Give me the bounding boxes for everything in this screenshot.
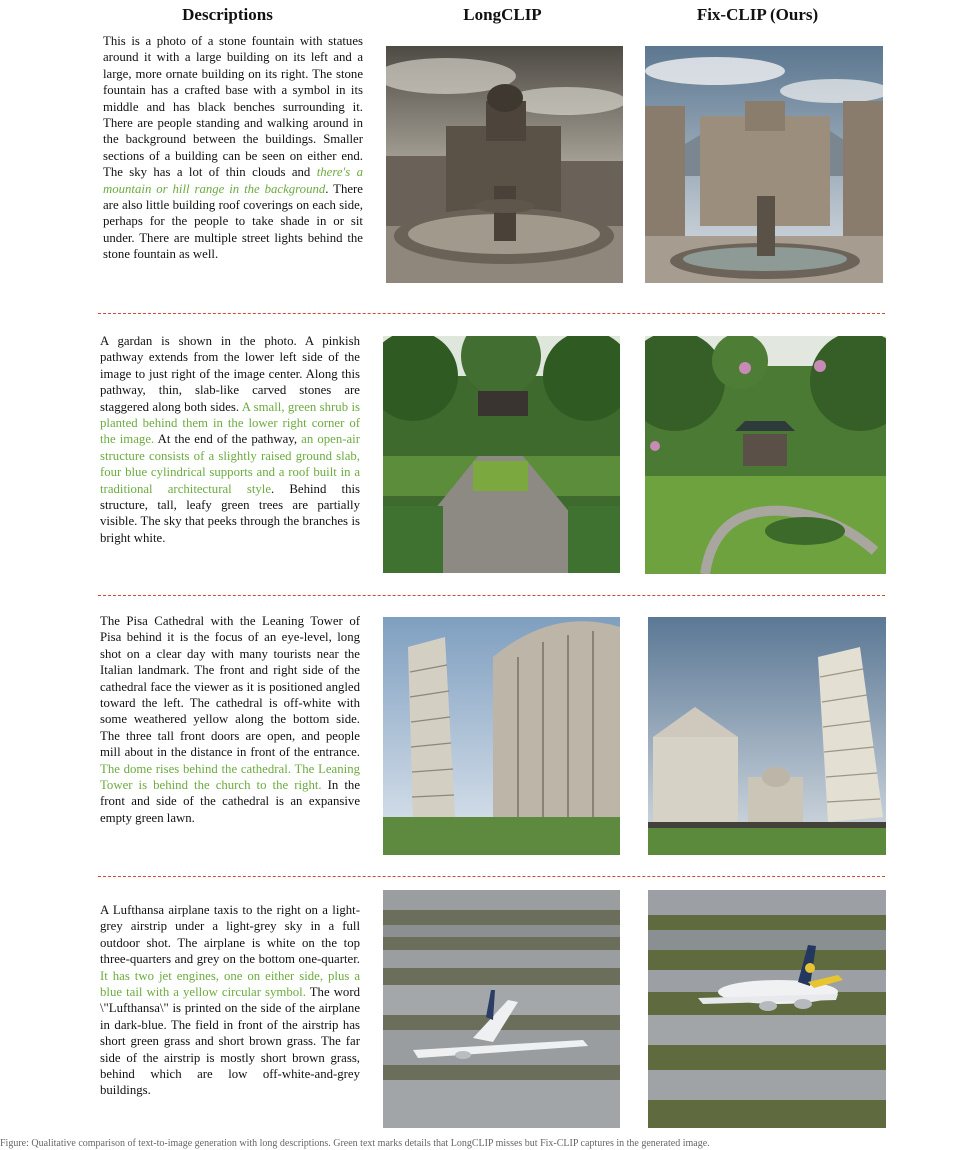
description-text: . There are also little building roof coverings on each side, perhaps for the people to take shade in or sit under. There are multiple street lights behind the stone fountain as well. bbox=[103, 181, 363, 262]
fixclip-header: Fix-CLIP (Ours) bbox=[696, 5, 819, 24]
figure-caption: Figure: Qualitative comparison of text-to-image generation with long descriptions. Green text marks details that LongCLIP misses but Fix-CLIP captures in the generated image. bbox=[0, 1138, 710, 1149]
row-separator-1 bbox=[98, 313, 885, 314]
row-1-longclip-image bbox=[386, 46, 623, 283]
highlighted-detail: The dome rises behind the cathedral. The Leaning Tower is behind the church to the right. bbox=[100, 761, 360, 793]
row-2-description bbox=[100, 333, 360, 546]
description-text: This is a photo of a stone fountain with statues around it with a large building on its left and a large, more ornate building on its right. The stone fountain has a crafted base with a symbol in its middle and has black benches surrounding it. There are people standing and walking around in the background between the buildings. Smaller sections of a building can be seen on either end. The sky has a lot of thin clouds and bbox=[103, 34, 363, 180]
highlighted-detail: an open-air structure consists of a slightly raised ground slab, four blue cylindrical supports and a roof built in a traditional architectural style bbox=[100, 432, 360, 496]
descriptions-header: Descriptions bbox=[182, 5, 273, 24]
row-separator-2 bbox=[98, 595, 885, 596]
highlighted-detail: A small, green shrub is planted behind them in the lower right corner of the image. bbox=[100, 399, 360, 447]
row-3-fixclip-image bbox=[648, 617, 886, 855]
row-3-longclip-image bbox=[383, 617, 620, 855]
highlighted-detail: It has two jet engines, one on either side, plus a blue tail with a yellow circular symbol. bbox=[100, 968, 360, 1000]
description-text: A Lufthansa airplane taxis to the right on a light-grey airstrip under a light-grey sky in a full outdoor shot. The airplane is white on the top three-quarters and grey on the bottom one-quarter. bbox=[100, 903, 360, 967]
row-1-description bbox=[103, 33, 363, 263]
row-1-fixclip-image bbox=[645, 46, 883, 283]
row-4-longclip-image bbox=[383, 890, 620, 1128]
description-text: At the end of the pathway, bbox=[154, 432, 302, 447]
row-4-fixclip-image bbox=[648, 890, 886, 1128]
row-4-description bbox=[100, 902, 360, 1099]
highlighted-detail: there's a mountain or hill range in the background bbox=[103, 165, 363, 196]
description-text: A gardan is shown in the photo. A pinkish pathway extends from the lower left side of the image to just right of the image center. Along this pathway, thin, slab-like carved stones are staggered along both sides. bbox=[100, 334, 360, 414]
description-text: . Behind this structure, tall, leafy green trees are partially visible. The sky that peeks through the branches is bright white. bbox=[100, 481, 360, 545]
description-text: In the front and side of the cathedral is an expansive empty green lawn. bbox=[100, 778, 360, 825]
row-separator-3 bbox=[98, 876, 885, 877]
row-2-longclip-image bbox=[383, 336, 620, 573]
longclip-header: LongCLIP bbox=[463, 5, 542, 24]
description-text: The word \"Lufthansa\" is printed on the side of the airplane in dark-blue. The field in front of the airstrip has short green grass and short brown grass. The far side of the airstrip is mostly short brown grass, behind which are low off-white-and-grey buildings. bbox=[100, 985, 360, 1098]
row-2-fixclip-image bbox=[645, 336, 886, 574]
row-3-description bbox=[100, 613, 360, 826]
description-text: The Pisa Cathedral with the Leaning Tower of Pisa behind it is the focus of an eye-level, long shot on a clear day with many tourists near the Italian landmark. The front and right side of the cathedral face the viewer as it is positioned angled toward the left. The cathedral is off-white with some weathered yellow along the bottom side. The three tall front doors are open, and people mill about in the distance in front of the entrance. bbox=[100, 614, 360, 760]
